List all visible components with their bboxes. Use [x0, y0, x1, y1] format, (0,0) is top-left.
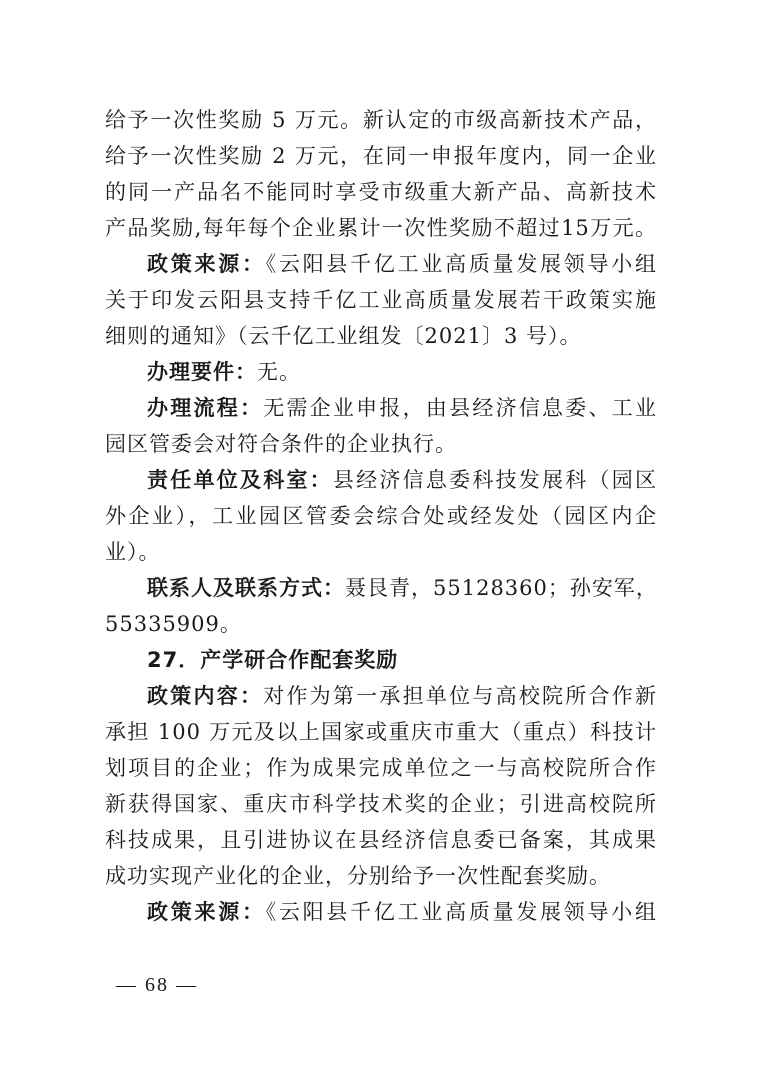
text-line: 承担 100 万元及以上国家或重庆市重大（重点）科技计	[105, 720, 657, 744]
department-label: 责任单位及科室：	[147, 468, 333, 492]
text-line: 给予一次性奖励 5 万元。新认定的市级高新技术产品，	[105, 108, 657, 132]
text-line: 划项目的企业；作为成果完成单位之一与高校院所合作	[105, 756, 657, 780]
policy-content-label: 政策内容：	[147, 684, 264, 708]
policy-source-text: 《云阳县千亿工业高质量发展领导小组	[265, 252, 658, 276]
text-line: 科技成果，且引进协议在县经济信息委已备案，其成果	[105, 828, 657, 852]
process-text: 无需企业申报，由县经济信息委、工业	[263, 396, 658, 420]
page-number: — 68 —	[116, 974, 198, 996]
department-line	[105, 462, 657, 498]
text-line: 新获得国家、重庆市科学技术奖的企业；引进高校院所	[105, 792, 657, 816]
policy-content-line	[105, 678, 657, 714]
policy-source-label: 政策来源：	[147, 252, 266, 276]
text-line: 的同一产品名不能同时享受市级重大新产品、高新技术	[105, 180, 657, 204]
text-line: 细则的通知》（云千亿工业组发〔2021〕3 号）。	[105, 324, 582, 348]
policy-content-text: 对作为第一承担单位与高校院所合作新	[263, 684, 658, 708]
policy-source-line	[105, 894, 657, 930]
policy-source-label: 政策来源：	[147, 900, 266, 924]
text-line: 关于印发云阳县支持千亿工业高质量发展若干政策实施	[105, 288, 657, 312]
text-line: 给予一次性奖励 2 万元，在同一申报年度内，同一企业	[105, 144, 657, 168]
contact-label: 联系人及联系方式：	[147, 576, 345, 600]
process-line	[105, 390, 657, 426]
requirements-value: 无。	[257, 360, 301, 384]
contact-line	[105, 570, 657, 606]
policy-source-line	[105, 246, 657, 282]
text-line: 外企业），工业园区管委会综合处或经发处（园区内企	[105, 504, 657, 528]
text-line: 产品奖励,每年每个企业累计一次性奖励不超过15万元。	[105, 216, 657, 240]
contact-text: 聂艮青，55128360；孙安军，	[345, 576, 658, 600]
text-line: 成功实现产业化的企业，分别给予一次性配套奖励。	[105, 864, 611, 888]
requirements-label: 办理要件：	[147, 360, 257, 384]
section-title: 27．产学研合作配套奖励	[147, 648, 399, 672]
body-text	[105, 102, 657, 930]
requirements-line	[105, 354, 657, 390]
policy-source-text: 《云阳县千亿工业高质量发展领导小组	[265, 900, 658, 924]
text-line: 业）。	[105, 540, 161, 564]
department-text: 县经济信息委科技发展科（园区	[332, 468, 658, 492]
text-line: 园区管委会对符合条件的企业执行。	[105, 432, 457, 456]
process-label: 办理流程：	[147, 396, 264, 420]
text-line: 55335909。	[105, 612, 242, 636]
